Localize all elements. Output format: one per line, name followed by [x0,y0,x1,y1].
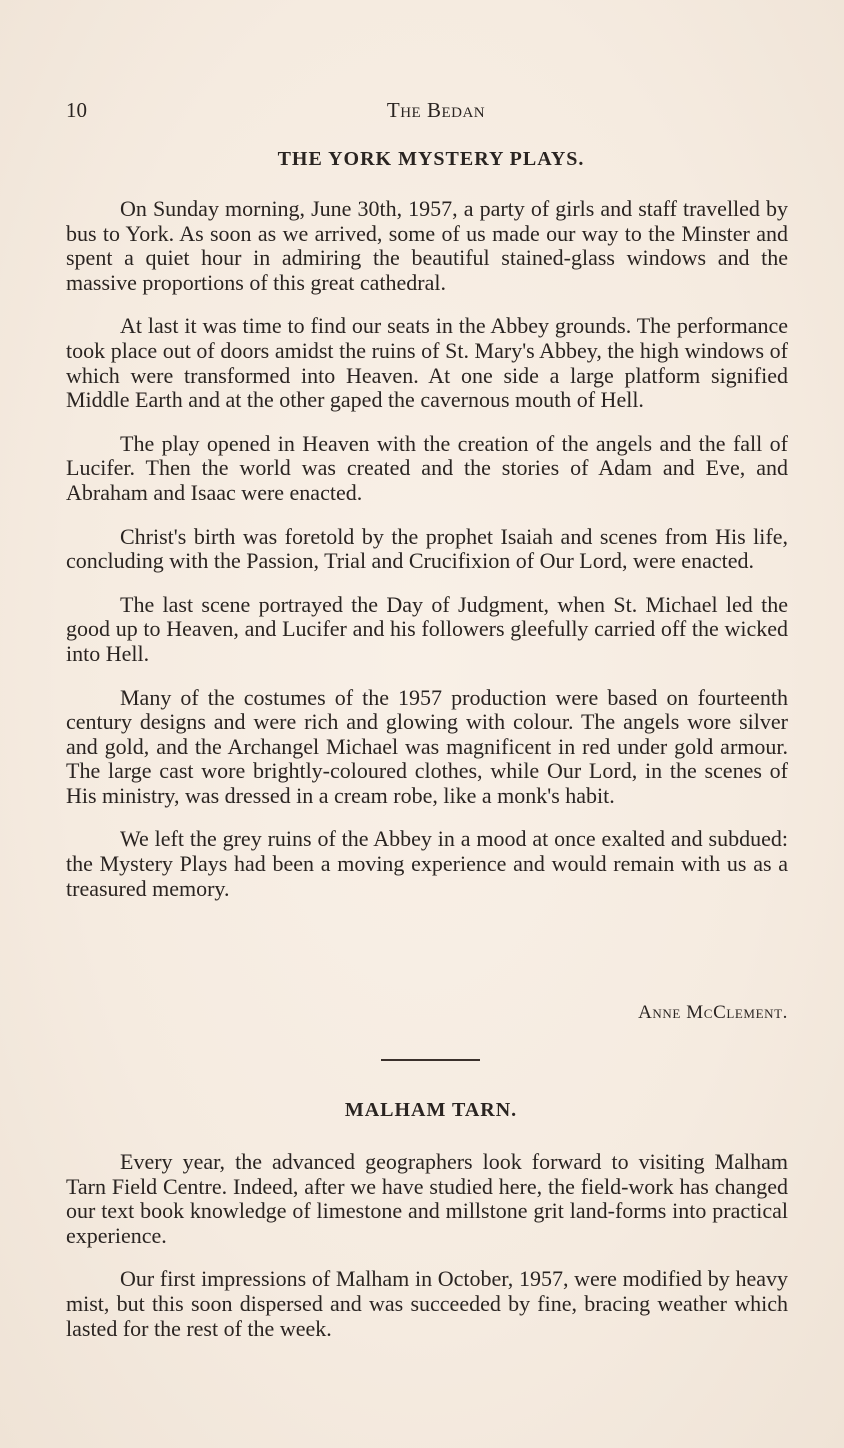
running-head [66,98,788,128]
section-divider [381,1059,480,1061]
paragraph: On Sunday morning, June 30th, 1957, a party of girls and staff travelled by bus to York. As soon as we arrived, some of us made our way to the Minster and spent a quiet hour in admiring the beautiful stained-glass windows and the massive proportions of this great cathedral. [66,196,788,295]
paragraph: Every year, the advanced geographers look forward to visiting Malham Tarn Field Centre. Indeed, after we have studied here, the field-work has changed our text book knowledge of limestone and millstone grit land-forms into practical experience. [66,1149,788,1248]
paragraph: The play opened in Heaven with the creation of the angels and the fall of Lucifer. Then the world was created and the stories of Adam and Eve, and Abraham and Isaac were enacted. [66,430,788,505]
paragraph: We left the grey ruins of the Abbey in a mood at once exalted and subdued: the Mystery Plays had been a moving experience and would remain with us as a treasured memory. [66,826,788,901]
article-body-malham-tarn [66,1150,788,1341]
paragraph: Many of the costumes of the 1957 production were based on fourteenth century designs and were rich and glowing with colour. The angels wore silver and gold, and the Archangel Michael was magnificent in red under gold armour. The large cast wore brightly-coloured clothes, while Our Lord, in the scenes of His ministry, was dressed in a cream robe, like a monk's habit. [66,684,788,808]
article-body-york-mystery-plays [66,197,788,901]
paragraph: The last scene portrayed the Day of Judgment, when St. Michael led the good up to Heaven, and Lucifer and his followers gleefully carried off the wicked into Hell. [66,591,788,666]
author-signature: Anne McClement. [638,1002,788,1023]
paragraph: Christ's birth was foretold by the prophet Isaiah and scenes from His life, concluding with the Passion, Trial and Crucifixion of Our Lord, were enacted. [66,523,788,574]
article-title-malham-tarn: MALHAM TARN. [344,1099,518,1121]
page-number: 10 [66,98,87,122]
journal-title: The Bedan [386,98,486,122]
article-title-york-mystery-plays: THE YORK MYSTERY PLAYS. [277,148,585,170]
paragraph: Our first impressions of Malham in October, 1957, were modified by heavy mist, but this soon dispersed and was succeeded by fine, bracing weather which lasted for the rest of the week. [66,1266,788,1341]
paragraph: At last it was time to find our seats in the Abbey grounds. The performance took place out of doors amidst the ruins of St. Mary's Abbey, the high windows of which were transformed into Heaven. At one side a large platform signified Middle Earth and at the other gaped the cavernous mouth of Hell. [66,313,788,413]
